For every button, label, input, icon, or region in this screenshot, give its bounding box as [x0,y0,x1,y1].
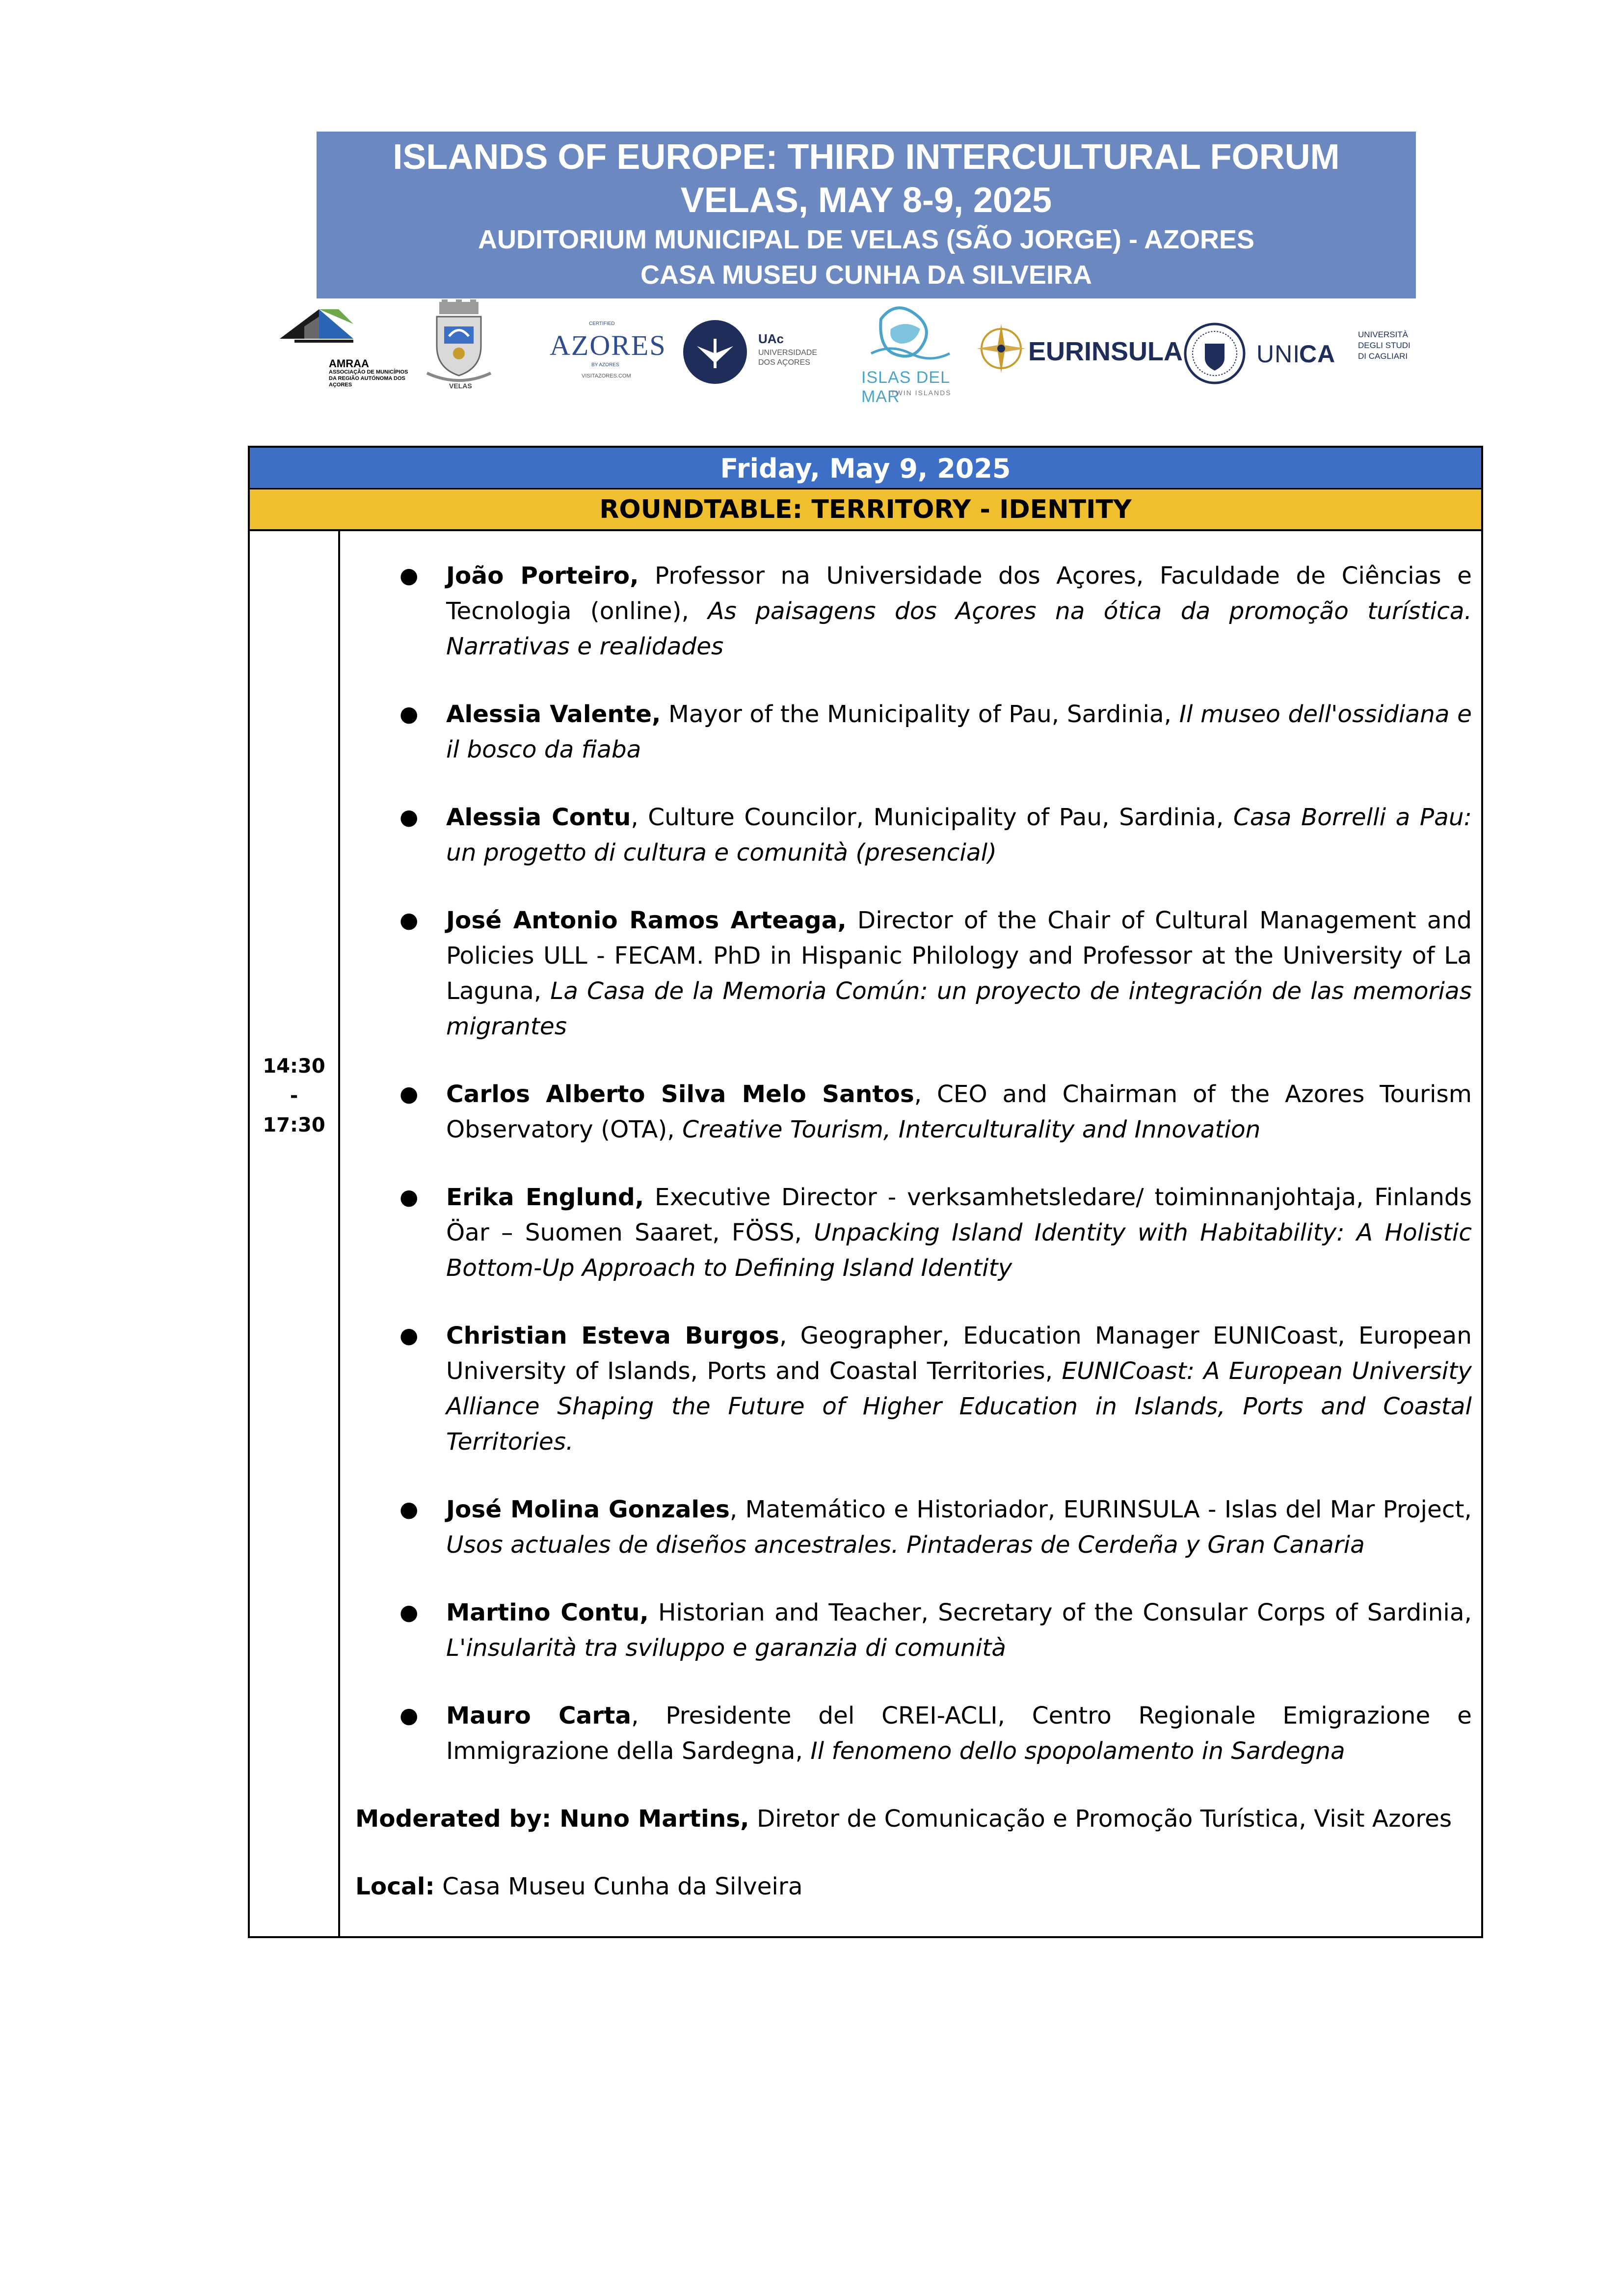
header-banner [317,132,1416,298]
list-item [350,800,1472,870]
session-content [350,558,1472,1904]
talk-title: Creative Tourism, Interculturality and Innovation [682,1116,1261,1143]
bullet-icon: ● [399,563,419,588]
speaker-name: Alessia Valente, [446,701,661,728]
talk-title: Unpacking Island Identity with Habitability: A Holistic Bottom-Up Approach to Defining Island Identity [446,1219,1472,1282]
eurinsula-wordmark: EURINSULA [1028,337,1183,366]
logo-strip [265,299,1443,407]
forum-title: ISLANDS OF EUROPE: THIRD INTERCULTURAL FORUM [393,137,1340,177]
bullet-icon: ● [399,702,419,727]
amraa-name: AMRAA [329,357,369,370]
uac-sub1: UNIVERSIDADE [758,349,818,357]
talk-title: Usos actuales de diseños ancestrales. Pintaderas de Cerdeña y Gran Canaria [446,1531,1365,1559]
table-session-title: ROUNDTABLE: TERRITORY - IDENTITY [250,489,1481,531]
islas-wave-icon [861,299,959,368]
uac-logo [682,299,839,407]
location-line [350,1869,1472,1904]
azores-by: BY AZORES [591,362,619,368]
islas-wordmark: ISLAS DEL MAR [861,368,950,406]
velas-coat-of-arms-icon [422,299,496,393]
unica-sub2: DEGLI STUDI [1358,341,1410,350]
bullet-icon: ● [399,1185,419,1210]
unica-wordmark-b: CA [1299,340,1336,368]
bullet-icon: ● [399,1497,419,1522]
amraa-caption: ASSOCIAÇÃO DE MUNICÍPIOS DA REGIÃO AUTÓNOMA DOS AÇORES [329,369,408,388]
unica-wordmark-a: UNI [1256,340,1301,368]
time-separator: - [290,1084,298,1107]
unica-sub1: UNIVERSITÀ [1358,330,1409,339]
table-date-row: Friday, May 9, 2025 [250,448,1481,489]
speaker-name: João Porteiro, [446,562,639,590]
speaker-role: Director of the Chair of Cultural Management and Policies ULL - FECAM. PhD in Hispanic Philology and Professor at the University of La Laguna, [446,907,1472,1005]
eurinsula-logo [977,299,1183,407]
uac-sub2: DOS AÇORES [758,358,810,367]
list-item [350,1492,1472,1563]
talk-title: EUNICoast: A European University Alliance Shaping the Future of Higher Education in Islands, Ports and Coastal Territories. [446,1357,1472,1456]
speaker-name: Erika Englund, [446,1184,644,1211]
compass-rose-icon [977,322,1026,376]
list-item [350,697,1472,767]
amraa-emblem-icon [275,299,398,358]
speaker-name: Mauro Carta [446,1702,632,1729]
amraa-logo [275,299,408,407]
velas-logo [422,299,496,407]
azores-logo [547,299,665,407]
unica-seal-icon [1183,322,1247,385]
moderator-text: Diretor de Comunicação e Promoção Turística, Visit Azores [749,1805,1452,1833]
moderator-line [350,1801,1472,1837]
speaker-role: , Presidente del CREI-ACLI, Centro Regionale Emigrazione e Immigrazione della Sardegna, [446,1702,1472,1765]
bullet-icon: ● [399,1703,419,1728]
list-item [350,1698,1472,1769]
forum-date-place: VELAS, MAY 8-9, 2025 [680,181,1052,220]
location-text: Casa Museu Cunha da Silveira [434,1873,803,1900]
unica-sub3: DI CAGLIARI [1358,351,1408,361]
speaker-name: José Antonio Ramos Arteaga, [446,907,847,934]
location-label: Local: [355,1873,435,1900]
bullet-icon: ● [399,805,419,830]
bullet-icon: ● [399,908,419,933]
speaker-name: Christian Esteva Burgos [446,1322,779,1350]
speaker-role: , Culture Councilor, Municipality of Pau, Sardinia, [631,804,1233,831]
islas-del-mar-logo [854,299,967,407]
speaker-role: Professor na Universidade dos Açores, Faculdade de Ciências e Tecnologia (online), [446,562,1472,625]
list-item [350,1318,1472,1459]
time-start: 14:30 [263,1055,325,1078]
uac-name: UAc [758,331,784,346]
list-item [350,1180,1472,1286]
speaker-list [350,558,1472,1769]
azores-wordmark: AZORES [550,329,666,361]
moderator-label: Moderated by: Nuno Martins, [355,1805,749,1833]
session-time [250,1052,338,1140]
uac-seal-icon [682,319,748,385]
azores-certified: CERTIFIED [589,321,615,326]
bullet-icon: ● [399,1600,419,1625]
forum-venue: AUDITORIUM MUNICIPAL DE VELAS (SÃO JORGE) - AZORES [478,225,1255,254]
talk-title: Il museo dell'ossidiana e il bosco da fiaba [446,701,1472,763]
talk-title: Il fenomeno dello spopolamento in Sardegna [810,1737,1345,1765]
program-table [248,446,1483,1938]
talk-title: L'insularità tra sviluppo e garanzia di comunità [446,1634,1006,1662]
talk-title: Casa Borrelli a Pau: un progetto di cultura e comunità (presencial) [446,804,1472,866]
velas-caption: VELAS [449,382,472,390]
speaker-role: , CEO and Chairman of the Azores Tourism Observatory (OTA), [446,1080,1472,1143]
forum-venue-2: CASA MUSEU CUNHA DA SILVEIRA [640,260,1092,290]
speaker-name: Carlos Alberto Silva Melo Santos [446,1080,914,1108]
speaker-role: , Geographer, Education Manager EUNICoast, European University of Islands, Ports and Coastal Territories, [446,1322,1472,1385]
list-item [350,558,1472,664]
speaker-role: Executive Director - verksamhetsledare/ toiminnanjohtaja, Finlands Öar – Suomen Saaret, FÖSS, [446,1184,1472,1246]
talk-title: La Casa de la Memoria Común: un proyecto de integración de las memorias migrantes [446,977,1472,1040]
bullet-icon: ● [399,1081,419,1107]
column-divider [338,531,340,1936]
bullet-icon: ● [399,1323,419,1348]
speaker-name: Alessia Contu [446,804,631,831]
azores-url: VISITAZORES.COM [582,373,631,379]
speaker-name: José Molina Gonzales [446,1496,730,1523]
speaker-role: , Matemático e Historiador, EURINSULA - Islas del Mar Project, [729,1496,1472,1523]
speaker-role: Mayor of the Municipality of Pau, Sardinia, [661,701,1179,728]
list-item [350,1595,1472,1666]
islas-sub: TWIN ISLANDS [891,389,952,397]
unica-logo [1183,299,1448,407]
talk-title: As paisagens dos Açores na ótica da promoção turística. Narrativas e realidades [446,597,1472,660]
list-item [350,1077,1472,1147]
list-item [350,903,1472,1044]
speaker-name: Martino Contu, [446,1599,649,1626]
time-end: 17:30 [263,1114,325,1136]
speaker-role: Historian and Teacher, Secretary of the Consular Corps of Sardinia, [648,1599,1472,1626]
